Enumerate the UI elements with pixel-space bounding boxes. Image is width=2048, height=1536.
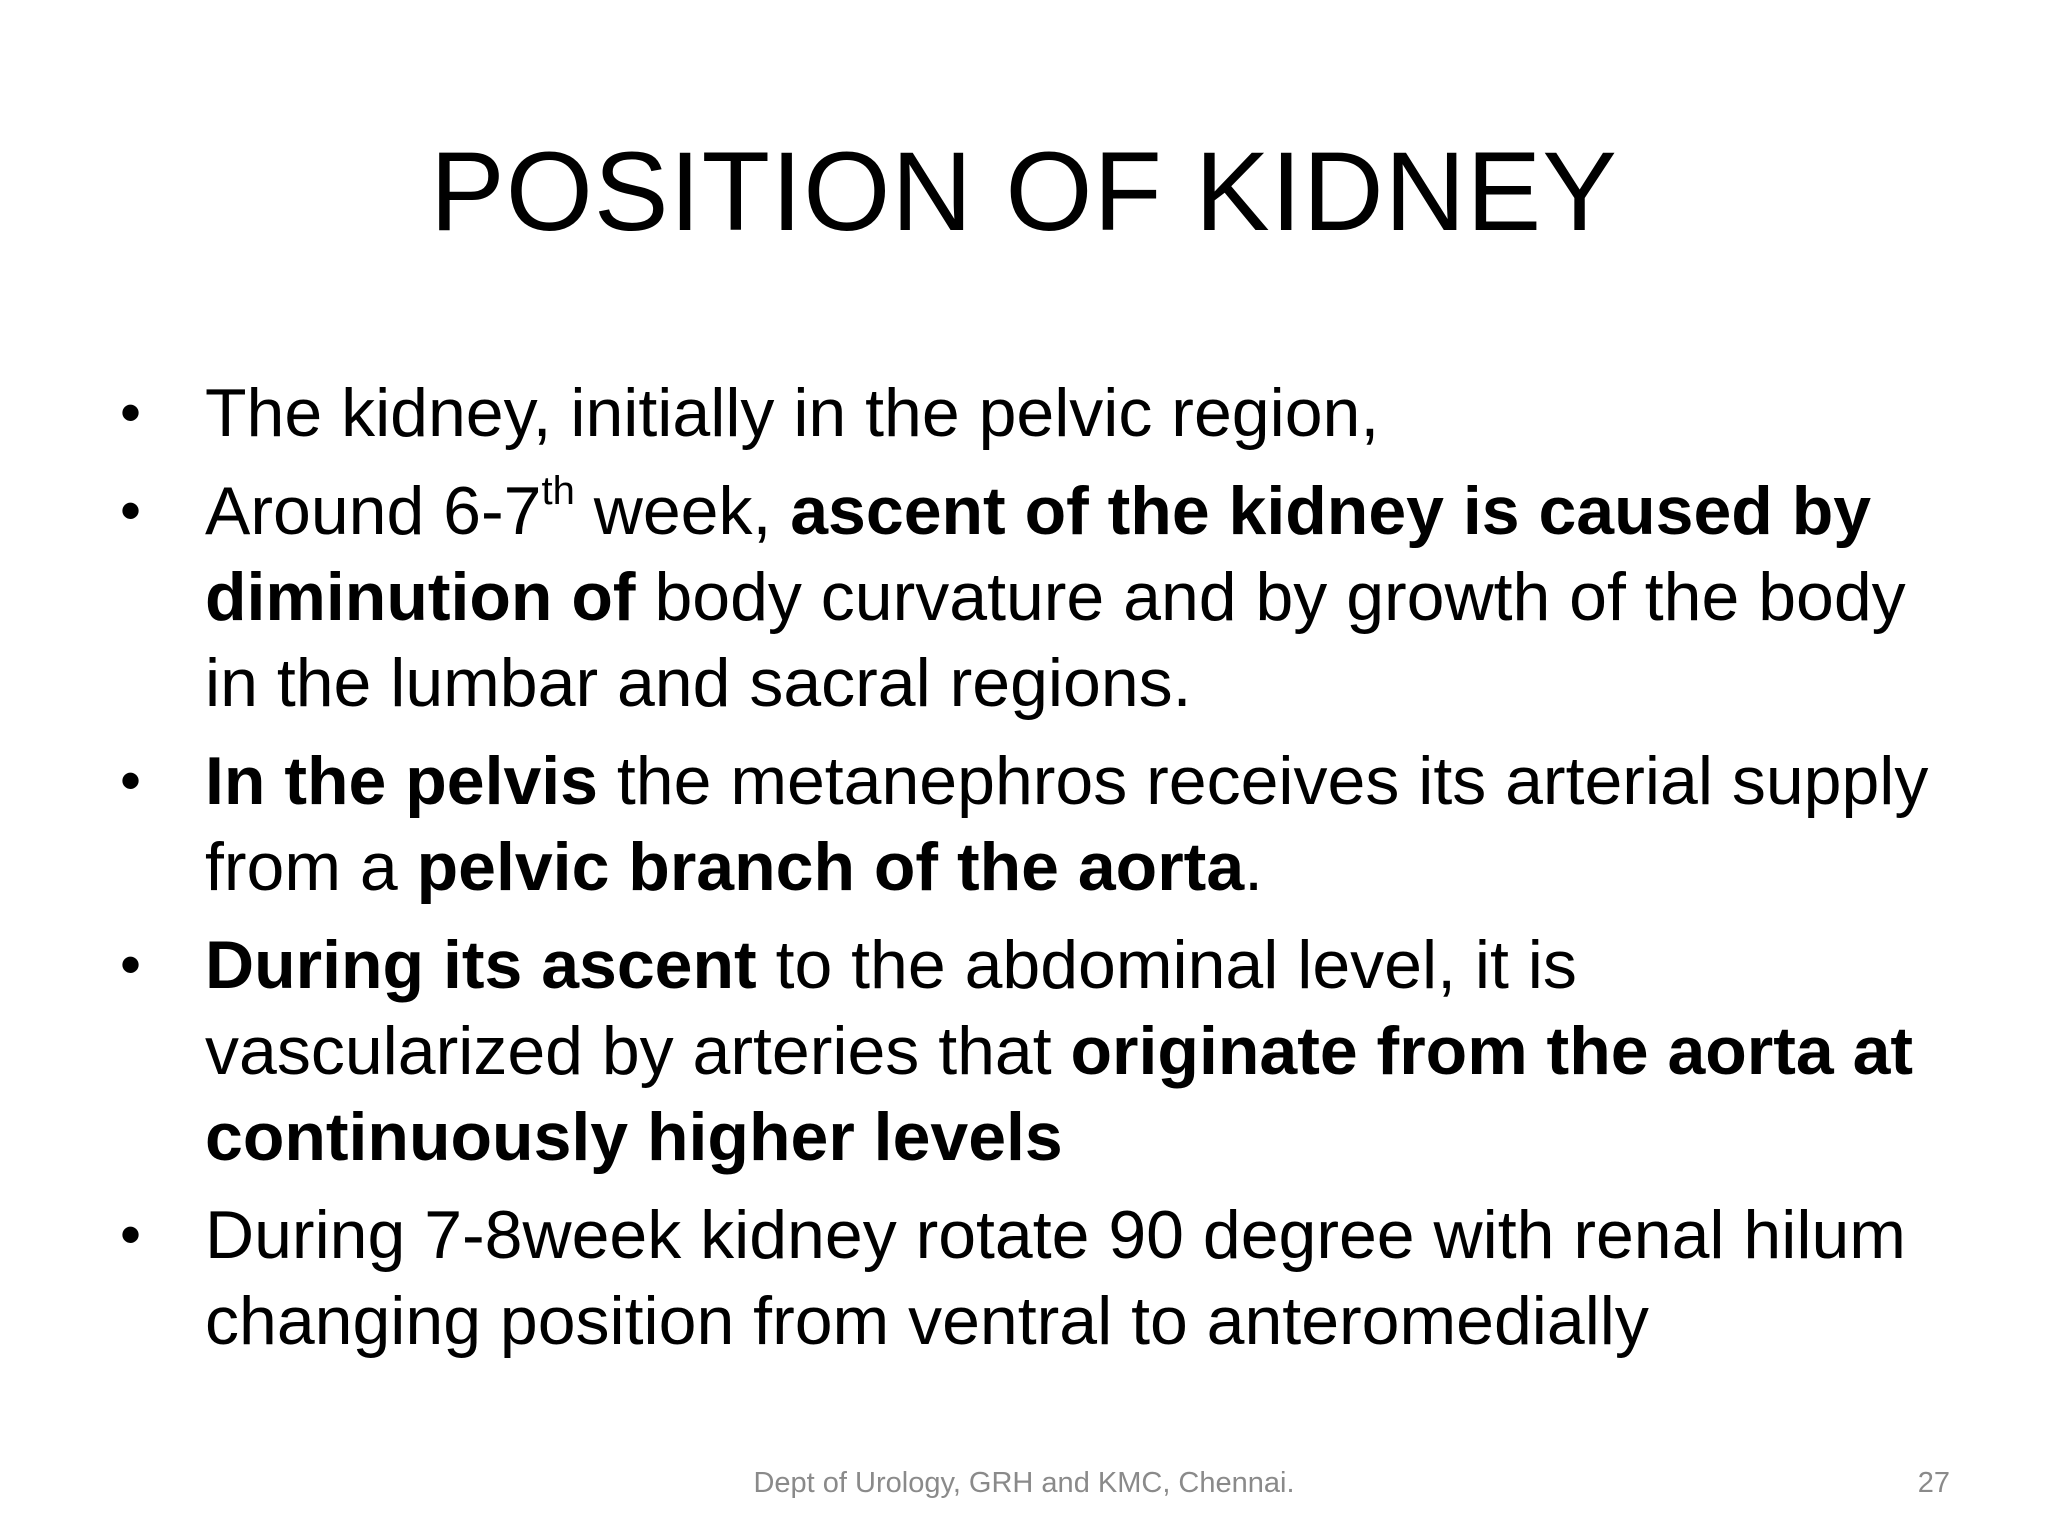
bullet-text	[205, 1197, 1906, 1359]
bullet-text	[205, 927, 1913, 1175]
text-segment: The kidney, initially in the pelvic region,	[205, 375, 1380, 451]
bullet-marker: •	[120, 1201, 142, 1268]
bullet-marker: •	[120, 931, 142, 998]
text-segment: body curvature and by growth of the body in the lumbar and sacral regions.	[205, 559, 1906, 721]
bullet-item	[120, 1192, 1970, 1364]
slide-number: 27	[1917, 1467, 1950, 1499]
bullet-item	[120, 922, 1970, 1180]
bullet-marker: •	[120, 379, 142, 446]
bullet-marker: •	[120, 747, 142, 814]
text-segment: the metanephros receives its arterial supply from a	[205, 743, 1929, 905]
bold-text-segment: pelvic branch of the aorta	[416, 829, 1245, 905]
bullet-marker: •	[120, 477, 142, 544]
bullet-text	[205, 375, 1379, 451]
bullet-item	[120, 738, 1970, 910]
bold-text-segment: In the pelvis	[205, 743, 598, 819]
bullet-text	[205, 469, 1906, 721]
text-segment: .	[1244, 829, 1264, 905]
slide-footer: Dept of Urology, GRH and KMC, Chennai.	[753, 1467, 1295, 1499]
text-segment: During 7-8week kidney rotate 90 degree with renal hilum changing position from ventral to anteromedially	[205, 1197, 1906, 1359]
text-segment: to the abdominal level, it is vascularized by arteries that	[205, 927, 1577, 1089]
text-segment: Around 6-7	[205, 473, 542, 549]
superscript-segment: th	[541, 469, 575, 513]
bullet-text	[205, 743, 1928, 905]
bold-text-segment: During its ascent	[205, 927, 757, 1003]
bullet-item	[120, 468, 1970, 726]
bold-text-segment: originate from the aorta at continuously higher levels	[205, 1013, 1914, 1175]
slide-title: POSITION OF KIDNEY	[430, 129, 1618, 254]
bullet-list	[120, 370, 1970, 1376]
text-segment: week,	[574, 473, 791, 549]
bullet-item	[120, 370, 1970, 456]
bold-text-segment: ascent of the kidney is caused by diminution of	[205, 473, 1872, 635]
